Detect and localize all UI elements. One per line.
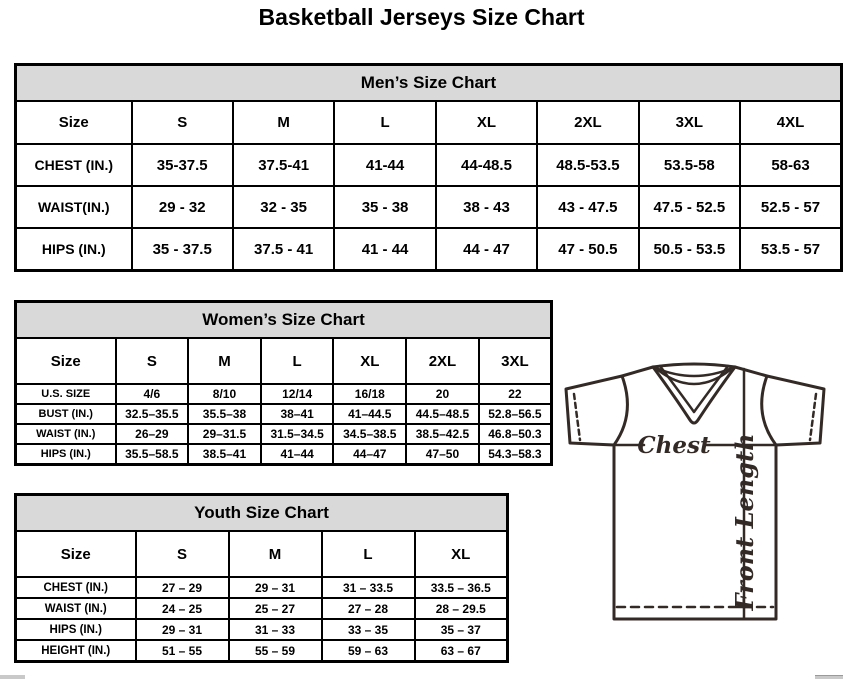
table-cell: 31.5–34.5	[261, 424, 334, 444]
row-label: WAIST(IN.)	[16, 186, 132, 228]
column-header: M	[233, 101, 334, 144]
column-header: S	[136, 531, 229, 577]
table-cell: 63 – 67	[415, 640, 508, 662]
table-cell: 25 – 27	[229, 598, 322, 619]
table-cell: 44–47	[333, 444, 406, 465]
table-cell: 51 – 55	[136, 640, 229, 662]
table-row	[16, 424, 552, 444]
table-cell: 22	[479, 384, 552, 404]
table-cell: 12/14	[261, 384, 334, 404]
table-title: Men’s Size Chart	[16, 65, 842, 102]
table-row	[16, 186, 842, 228]
table-title-row	[16, 495, 508, 532]
table-row	[16, 619, 508, 640]
table-cell: 44-48.5	[436, 144, 537, 186]
table-title: Youth Size Chart	[16, 495, 508, 532]
column-header: Size	[16, 101, 132, 144]
column-header: M	[229, 531, 322, 577]
table-cell: 41-44	[334, 144, 435, 186]
table-cell: 8/10	[188, 384, 261, 404]
table-cell: 32 - 35	[233, 186, 334, 228]
jersey-top-edge	[653, 364, 735, 367]
table-cell: 58-63	[740, 144, 841, 186]
table-cell: 27 – 29	[136, 577, 229, 598]
column-header-row	[16, 531, 508, 577]
table-cell: 20	[406, 384, 479, 404]
table-cell: 46.8–50.3	[479, 424, 552, 444]
youth-size-table	[14, 493, 509, 663]
table-cell: 32.5–35.5	[116, 404, 189, 424]
row-label: HEIGHT (IN.)	[16, 640, 136, 662]
page-title: Basketball Jerseys Size Chart	[258, 4, 585, 30]
table-cell: 37.5-41	[233, 144, 334, 186]
table-cell: 48.5-53.5	[537, 144, 638, 186]
row-label: CHEST (IN.)	[16, 577, 136, 598]
jersey-right-armhole	[762, 376, 776, 445]
row-label: HIPS (IN.)	[16, 228, 132, 271]
table-row	[16, 228, 842, 271]
table-cell: 29–31.5	[188, 424, 261, 444]
table-cell: 41 - 44	[334, 228, 435, 271]
column-header: M	[188, 338, 261, 384]
column-header: L	[334, 101, 435, 144]
table-cell: 47–50	[406, 444, 479, 465]
table-cell: 52.8–56.5	[479, 404, 552, 424]
column-header: 2XL	[537, 101, 638, 144]
table-cell: 52.5 - 57	[740, 186, 841, 228]
table-cell: 38.5–42.5	[406, 424, 479, 444]
jersey-left-cuff-dash	[574, 394, 580, 440]
table-row	[16, 384, 552, 404]
cropped-edge-fragment-left	[0, 675, 25, 679]
column-header: XL	[436, 101, 537, 144]
chest-label: Chest	[637, 432, 711, 459]
table-row	[16, 598, 508, 619]
table-row	[16, 144, 842, 186]
table-cell: 44.5–48.5	[406, 404, 479, 424]
table-cell: 47.5 - 52.5	[639, 186, 740, 228]
table-title: Women’s Size Chart	[16, 302, 552, 339]
table-cell: 43 - 47.5	[537, 186, 638, 228]
row-label: WAIST (IN.)	[16, 424, 116, 444]
table-cell: 4/6	[116, 384, 189, 404]
table-cell: 33 – 35	[322, 619, 415, 640]
column-header: S	[132, 101, 233, 144]
table-cell: 53.5-58	[639, 144, 740, 186]
table-row	[16, 444, 552, 465]
row-label: BUST (IN.)	[16, 404, 116, 424]
jersey-right-cuff-dash	[810, 394, 816, 440]
table-cell: 34.5–38.5	[333, 424, 406, 444]
column-header: 2XL	[406, 338, 479, 384]
table-cell: 27 – 28	[322, 598, 415, 619]
front-length-label: Front Length	[730, 433, 759, 611]
table-cell: 35 - 37.5	[132, 228, 233, 271]
table-cell: 37.5 - 41	[233, 228, 334, 271]
table-row	[16, 404, 552, 424]
table-cell: 24 – 25	[136, 598, 229, 619]
row-label: WAIST (IN.)	[16, 598, 136, 619]
column-header: L	[322, 531, 415, 577]
row-label: HIPS (IN.)	[16, 444, 116, 465]
table-cell: 38.5–41	[188, 444, 261, 465]
table-cell: 35 - 38	[334, 186, 435, 228]
table-cell: 53.5 - 57	[740, 228, 841, 271]
table-cell: 35.5–38	[188, 404, 261, 424]
table-cell: 16/18	[333, 384, 406, 404]
table-cell: 35-37.5	[132, 144, 233, 186]
jersey-left-armhole	[614, 376, 627, 445]
column-header-row	[16, 338, 552, 384]
table-cell: 35.5–58.5	[116, 444, 189, 465]
table-cell: 31 – 33	[229, 619, 322, 640]
column-header: 4XL	[740, 101, 841, 144]
column-header-row	[16, 101, 842, 144]
table-cell: 33.5 – 36.5	[415, 577, 508, 598]
cropped-edge-fragment-right	[815, 675, 843, 679]
column-header: 3XL	[639, 101, 740, 144]
table-cell: 41–44.5	[333, 404, 406, 424]
table-row	[16, 577, 508, 598]
table-cell: 55 – 59	[229, 640, 322, 662]
column-header: 3XL	[479, 338, 552, 384]
table-row	[16, 640, 508, 662]
row-label: U.S. SIZE	[16, 384, 116, 404]
table-cell: 29 – 31	[229, 577, 322, 598]
table-cell: 41–44	[261, 444, 334, 465]
table-cell: 38 - 43	[436, 186, 537, 228]
men-size-table	[14, 63, 843, 272]
women-size-table	[14, 300, 553, 466]
row-label: HIPS (IN.)	[16, 619, 136, 640]
column-header: Size	[16, 531, 136, 577]
table-cell: 35 – 37	[415, 619, 508, 640]
table-cell: 31 – 33.5	[322, 577, 415, 598]
column-header: XL	[415, 531, 508, 577]
table-cell: 50.5 - 53.5	[639, 228, 740, 271]
table-title-row	[16, 65, 842, 102]
table-cell: 44 - 47	[436, 228, 537, 271]
table-cell: 47 - 50.5	[537, 228, 638, 271]
table-cell: 38–41	[261, 404, 334, 424]
table-cell: 28 – 29.5	[415, 598, 508, 619]
column-header: Size	[16, 338, 116, 384]
table-cell: 59 – 63	[322, 640, 415, 662]
table-cell: 29 – 31	[136, 619, 229, 640]
row-label: CHEST (IN.)	[16, 144, 132, 186]
table-cell: 26–29	[116, 424, 189, 444]
table-cell: 29 - 32	[132, 186, 233, 228]
table-title-row	[16, 302, 552, 339]
jersey-measurement-diagram	[556, 352, 843, 679]
column-header: S	[116, 338, 189, 384]
column-header: XL	[333, 338, 406, 384]
column-header: L	[261, 338, 334, 384]
table-cell: 54.3–58.3	[479, 444, 552, 465]
